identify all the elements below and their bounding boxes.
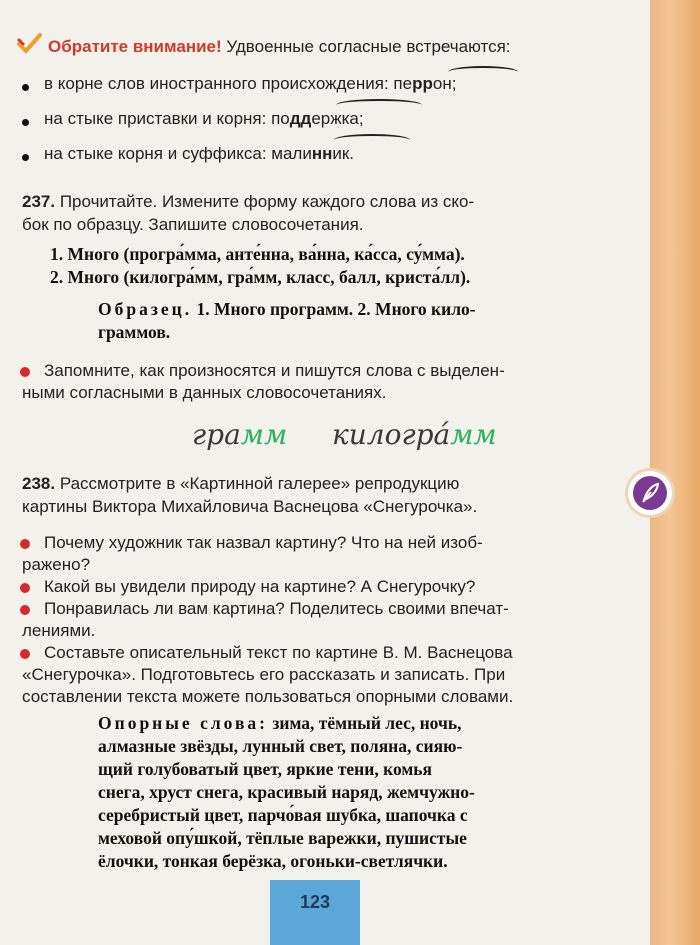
notice-item-text: он; <box>432 74 457 93</box>
question-1: Почему художник так назвал картину? Что на ней изоб- <box>44 533 483 552</box>
remember-text: Запомните, как произносятся и пишутся слова с выделен- <box>44 361 505 380</box>
notice-item-text: на стыке корня и суффикса: мали <box>44 144 312 163</box>
exercise-237-task <box>22 192 474 212</box>
question-3-cont: лениями. <box>22 621 96 640</box>
task-text: бок по образцу. Запишите словосочетания. <box>22 215 364 234</box>
support-label: Опорные слова: <box>98 713 268 733</box>
page-number: 123 <box>299 892 331 912</box>
handwritten-word-1 <box>192 418 287 451</box>
support-text: алмазные звёзды, лунный свет, поляна, сияю- <box>98 736 463 756</box>
bullet-dot <box>22 154 29 161</box>
support-words-line <box>98 713 461 734</box>
question-2: Какой вы увидели природу на картине? А Снегурочку? <box>44 577 476 596</box>
handwriting-highlight: мм <box>450 418 497 451</box>
support-text: меховой опу́шкой, тёплые варежки, пушистые <box>98 828 467 848</box>
root-arc <box>336 99 422 111</box>
support-text: серебристый цвет, парчо́вая шубка, шапочка с <box>98 805 468 825</box>
bullet-dot <box>22 84 29 91</box>
bullet-dot <box>22 119 29 126</box>
question-3: Понравилась ли вам картина? Поделитесь своими впечат- <box>44 599 509 618</box>
red-bullet <box>20 583 30 593</box>
notice-item-foreign <box>44 74 456 94</box>
red-bullet <box>20 367 30 377</box>
root-arc <box>334 134 410 146</box>
remember-text: ными согласными в данных словосочетаниях. <box>22 383 387 402</box>
handwriting-text: гра <box>192 418 241 451</box>
notice-item-prefix <box>44 109 364 129</box>
exercise-238-task <box>22 474 459 494</box>
exercise-number: 238. <box>22 474 56 493</box>
notice-text: Удвоенные согласные встречаются: <box>221 37 511 56</box>
handwritten-word-2 <box>332 418 497 451</box>
notice-item-suffix <box>44 144 354 164</box>
question-4-cont: «Снегурочка». Подготовьтесь его рассказать и записать. При <box>22 665 506 684</box>
sample-label: Образец. <box>98 299 193 319</box>
badge-circle <box>633 476 667 510</box>
notice-item-text: ержка; <box>311 109 364 128</box>
red-bullet <box>20 605 30 615</box>
task-text: картины Виктора Михайловича Васнецова «Снегурочка». <box>22 497 478 516</box>
support-text: щий голубоватый цвет, яркие тени, комья <box>98 759 433 779</box>
task-text: Рассмотрите в «Картинной галерее» репродукцию <box>55 474 460 493</box>
red-bullet <box>20 649 30 659</box>
sample-text: граммов. <box>98 322 171 342</box>
question-4-cont: составлении текста можете пользоваться опорными словами. <box>22 687 514 706</box>
question-4: Составьте описательный текст по картине В. М. Васнецова <box>44 643 513 662</box>
notice-item-highlight: нн <box>311 144 333 163</box>
exercise-number: 237. <box>22 192 56 211</box>
handwriting-text: килогра́ <box>332 418 451 451</box>
task-text: Прочитайте. Измените форму каждого слова из ско- <box>55 192 475 211</box>
support-text: ёлочки, тонкая берёзка, огоньки-светлячки. <box>98 851 448 871</box>
checkmark-icon <box>16 32 42 54</box>
feather-pen-icon <box>633 476 667 510</box>
notice-item-text: на стыке приставки и корня: по <box>44 109 290 128</box>
sample-line <box>98 299 476 320</box>
word-list-2: 2. Много (килогра́мм, гра́мм, класс, балл, криста́лл). <box>50 267 471 287</box>
notice-item-text: в корне слов иностранного происхождения: пе <box>44 74 413 93</box>
handwriting-highlight: мм <box>240 418 288 451</box>
notice-item-highlight: рр <box>412 74 433 93</box>
sample-text: 1. Много программ. 2. Много кило- <box>192 299 476 319</box>
notice-item-highlight: дд <box>289 109 312 128</box>
notice-item-text: ик. <box>332 144 355 163</box>
feather-pen-icon[interactable] <box>628 471 672 515</box>
word-list-1: 1. Много (програ́мма, анте́нна, ва́нна, ка́сса, су́мма). <box>50 244 465 264</box>
notice-heading <box>48 37 511 57</box>
support-text: зима, тёмный лес, ночь, <box>268 713 462 733</box>
question-1-cont: ражено? <box>22 555 91 574</box>
red-bullet <box>20 539 30 549</box>
root-arc <box>448 66 518 78</box>
support-text: снега, хруст снега, красивый наряд, жемчужно- <box>98 782 475 802</box>
notice-title: Обратите внимание! <box>48 37 222 56</box>
